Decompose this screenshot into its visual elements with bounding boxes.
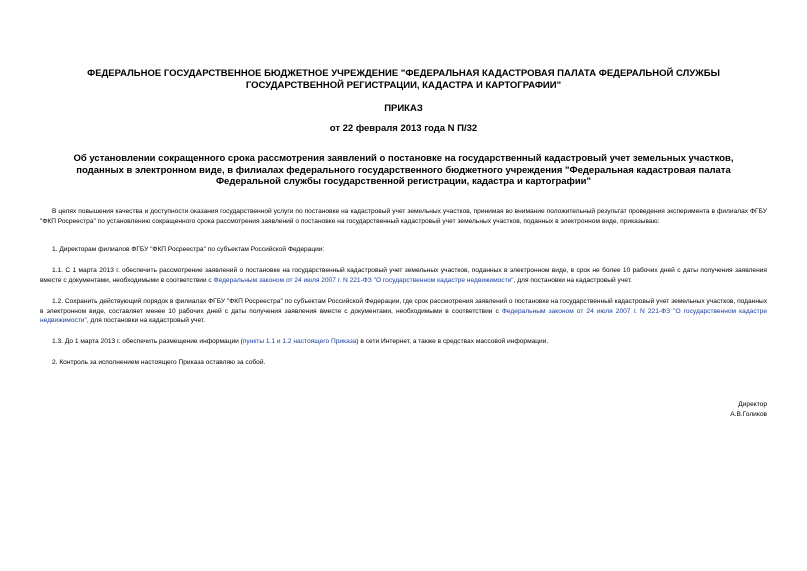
paragraph-1-1-text: 1.1. С 1 марта 2013 г. обеспечить рассмотрение заявлений о постановке на государственный кадастровый учет земельных участков, поданных в электронном виде, в срок не более 10 рабочих дней с даты получения заявления вместе с документами, необходимыми в соответствии с (40, 267, 767, 284)
paragraph-1-3 (40, 337, 767, 347)
organization-header: ФЕДЕРАЛЬНОЕ ГОСУДАРСТВЕННОЕ БЮДЖЕТНОЕ УЧРЕЖДЕНИЕ "ФЕДЕРАЛЬНАЯ КАДАСТРОВАЯ ПАЛАТА ФЕДЕРАЛЬНОЙ СЛУЖБЫ ГОСУДАРСТВЕННОЙ РЕГИСТРАЦИИ, КАДАСТРА И КАРТОГРАФИИ" (87, 68, 720, 91)
federal-law-link-1[interactable]: Федеральным законом от 24 июля 2007 г. N 221-ФЗ "О государственном кадастре недвижимости" (213, 276, 514, 284)
paragraph-2-text: 2. Контроль за исполнением настоящего Приказа оставляю за собой. (52, 359, 266, 366)
signature-name: А.В.Голиков (730, 411, 767, 418)
paragraph-1-text: 1. Директорам филиалов ФГБУ "ФКП Росреестра" по субъектам Российской Федерации: (52, 246, 325, 253)
order-items-link[interactable]: пункты 1.1 и 1.2 настоящего Приказа (242, 338, 357, 345)
preamble-paragraph (40, 207, 767, 226)
signature-block (730, 400, 767, 420)
paragraph-1-3-text: 1.3. До 1 марта 2013 г. обеспечить размещение информации ( (52, 338, 243, 345)
federal-law-link-2[interactable]: Федеральным законом от 24 июля 2007 г. N 221-ФЗ "О государственном кадастре недвижимости" (40, 307, 767, 325)
paragraph-1 (40, 245, 767, 255)
document-date: от 22 февраля 2013 года N П/32 (329, 123, 478, 134)
paragraph-1-2-tail: , для постановки на кадастровый учет. (86, 317, 206, 325)
paragraph-2 (40, 358, 767, 368)
paragraph-1-1 (40, 266, 767, 285)
preamble-text: В целях повышения качества и доступности оказания государственной услуги по постановке на кадастровый учет земельных участков, принимая во внимание положительный результат проведения эксперимента в филиалах ФГБУ "ФКП Росреестра" по установлению сокращенного срока рассмотрения заявлений о постановке на государственный кадастровый учет земельных участков, поданных в электронном виде, приказываю: (40, 208, 767, 225)
paragraph-1-3-tail: ) в сети Интернет, а также в средствах массовой информации. (356, 338, 549, 345)
paragraph-1-1-tail: , для постановки на кадастровый учет. (513, 276, 632, 284)
signature-position: Директор (738, 401, 767, 408)
document-type: ПРИКАЗ (384, 103, 423, 114)
paragraph-1-2 (40, 297, 767, 326)
document-title: Об установлении сокращенного срока рассмотрения заявлений о постановке на государственный кадастровый учет земельных участков, поданных в электронном виде, в филиалах федерального государственного бюджетного учреждения "Федеральная кадастровая палата Федеральной службы государственной регистрации, кадастра и картографии" (73, 153, 734, 187)
paragraph-1-2-text: 1.2. Сохранить действующий порядок в филиалах ФГБУ "ФКП Росреестра" по субъектам Российской Федерации, где срок рассмотрения заявлений о постановке на государственный кадастровый учет земельных участков, поданных в электронном виде, составляет менее 10 рабочих дней с даты получения заявления вместе с документами, необходимыми в соответствии с (40, 298, 767, 315)
